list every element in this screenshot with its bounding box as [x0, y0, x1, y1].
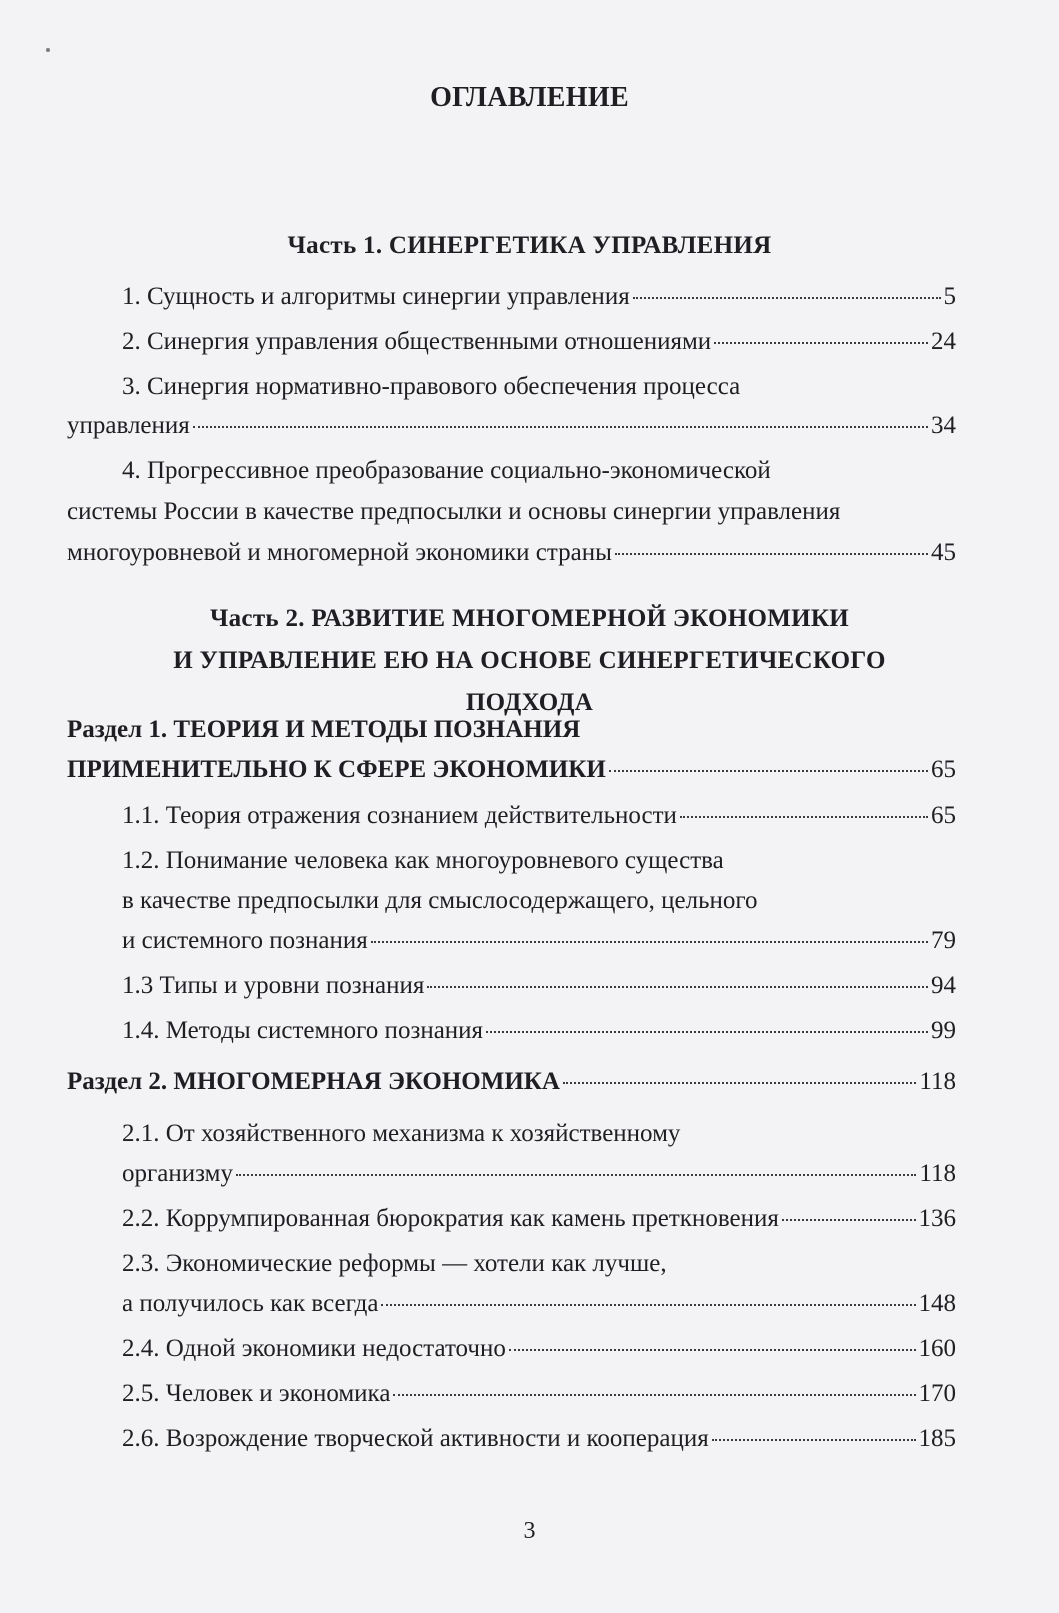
entry-title: управления — [67, 412, 190, 439]
entry-page: 94 — [931, 972, 956, 999]
toc-entry-4-line-1: 4. Прогрессивное преобразование социально-экономической — [122, 457, 771, 484]
dot-leader — [782, 1219, 916, 1221]
entry-page: 34 — [931, 412, 956, 439]
entry-title: а получилось как всегда — [122, 1290, 379, 1317]
dot-leader — [509, 1349, 916, 1351]
entry-title: 2.4. Одной экономики недостаточно — [122, 1335, 506, 1362]
toc-entry-2-1[interactable] — [122, 1160, 956, 1188]
entry-title: 1.3 Типы и уровни познания — [122, 972, 425, 999]
section1-heading-line-1: Раздел 1. ТЕОРИЯ И МЕТОДЫ ПОЗНАНИЯ — [67, 716, 581, 743]
entry-title: ПРИМЕНИТЕЛЬНО К СФЕРЕ ЭКОНОМИКИ — [67, 756, 606, 783]
part2-heading-line: И УПРАВЛЕНИЕ ЕЮ НА ОСНОВЕ СИНЕРГЕТИЧЕСКОГО — [173, 647, 886, 674]
entry-title: 1. Сущность и алгоритмы синергии управления — [122, 283, 630, 310]
page-number: 3 — [523, 1518, 536, 1544]
toc-entry-2-4[interactable] — [122, 1335, 956, 1363]
toc-entry-4[interactable] — [67, 539, 956, 567]
entry-page: 118 — [919, 1068, 956, 1095]
entry-page: 5 — [943, 283, 956, 310]
entry-title: 1.4. Методы системного познания — [122, 1017, 484, 1044]
toc-entry-1-1[interactable] — [122, 802, 956, 830]
entry-page: 185 — [918, 1425, 956, 1452]
toc-title: ОГЛАВЛЕНИЕ — [430, 82, 629, 113]
toc-entry-2-3-line-1: 2.3. Экономические реформы — хотели как лучше, — [122, 1250, 667, 1277]
part1-heading: Часть 1. СИНЕРГЕТИКА УПРАВЛЕНИЯ — [287, 232, 772, 259]
toc-entry-2-2[interactable] — [122, 1205, 956, 1233]
entry-page: 136 — [918, 1205, 956, 1232]
entry-page: 160 — [918, 1335, 956, 1362]
paper-speck — [46, 48, 50, 52]
toc-entry-2-1-line-1: 2.1. От хозяйственного механизма к хозяйственному — [122, 1120, 681, 1147]
dot-leader — [371, 941, 928, 943]
section2-heading[interactable] — [67, 1068, 956, 1096]
entry-page: 65 — [931, 802, 956, 829]
entry-title: многоуровневой и многомерной экономики страны — [67, 539, 612, 566]
dot-leader — [393, 1394, 915, 1396]
dot-leader — [633, 297, 941, 299]
entry-title: 2.5. Человек и экономика — [122, 1380, 391, 1407]
entry-page: 79 — [931, 927, 956, 954]
part2-heading-line: Часть 2. РАЗВИТИЕ МНОГОМЕРНОЙ ЭКОНОМИКИ — [209, 605, 850, 632]
part2-heading-line: ПОДХОДА — [465, 689, 594, 716]
dot-leader — [680, 816, 928, 818]
section1-heading[interactable] — [67, 756, 956, 784]
dot-leader — [193, 426, 928, 428]
toc-entry-2-3[interactable] — [122, 1290, 956, 1318]
entry-page: 170 — [918, 1380, 956, 1407]
toc-entry-1-4[interactable] — [122, 1017, 956, 1045]
dot-leader — [609, 770, 928, 772]
entry-title: 2.2. Коррумпированная бюрократия как камень преткновения — [122, 1205, 779, 1232]
toc-entry-1-2[interactable] — [122, 927, 956, 955]
entry-page: 65 — [931, 756, 956, 783]
dot-leader — [563, 1082, 916, 1084]
dot-leader — [714, 342, 928, 344]
toc-entry-1-2-line-2: в качестве предпосылки для смыслосодержащего, цельного — [122, 887, 758, 914]
toc-entry-1-2-line-1: 1.2. Понимание человека как многоуровневого существа — [122, 847, 724, 874]
entry-page: 118 — [919, 1160, 956, 1187]
toc-entry-3[interactable] — [67, 412, 956, 440]
dot-leader — [486, 1031, 928, 1033]
dot-leader — [381, 1304, 915, 1306]
dot-leader — [427, 986, 928, 988]
dot-leader — [615, 553, 928, 555]
entry-title: и системного познания — [122, 927, 368, 954]
toc-entry-1[interactable] — [122, 283, 956, 311]
entry-page: 99 — [931, 1017, 956, 1044]
toc-entry-2-6[interactable] — [122, 1425, 956, 1453]
dot-leader — [236, 1174, 916, 1176]
dot-leader — [712, 1439, 916, 1441]
entry-title: 1.1. Теория отражения сознанием действительности — [122, 802, 677, 829]
entry-title: 2.6. Возрождение творческой активности и кооперация — [122, 1425, 709, 1452]
entry-title: организму — [122, 1160, 233, 1187]
toc-entry-1-3[interactable] — [122, 972, 956, 1000]
toc-entry-4-line-2: системы России в качестве предпосылки и основы синергии управления — [67, 498, 841, 525]
entry-page: 24 — [931, 328, 956, 355]
toc-entry-2-5[interactable] — [122, 1380, 956, 1408]
entry-page: 148 — [918, 1290, 956, 1317]
part2-heading — [0, 598, 1059, 724]
entry-title: Раздел 2. МНОГОМЕРНАЯ ЭКОНОМИКА — [67, 1068, 560, 1095]
toc-entry-3-line-1: 3. Синергия нормативно-правового обеспечения процесса — [122, 373, 741, 400]
entry-page: 45 — [931, 539, 956, 566]
entry-title: 2. Синергия управления общественными отношениями — [122, 328, 712, 355]
toc-entry-2[interactable] — [122, 328, 956, 356]
